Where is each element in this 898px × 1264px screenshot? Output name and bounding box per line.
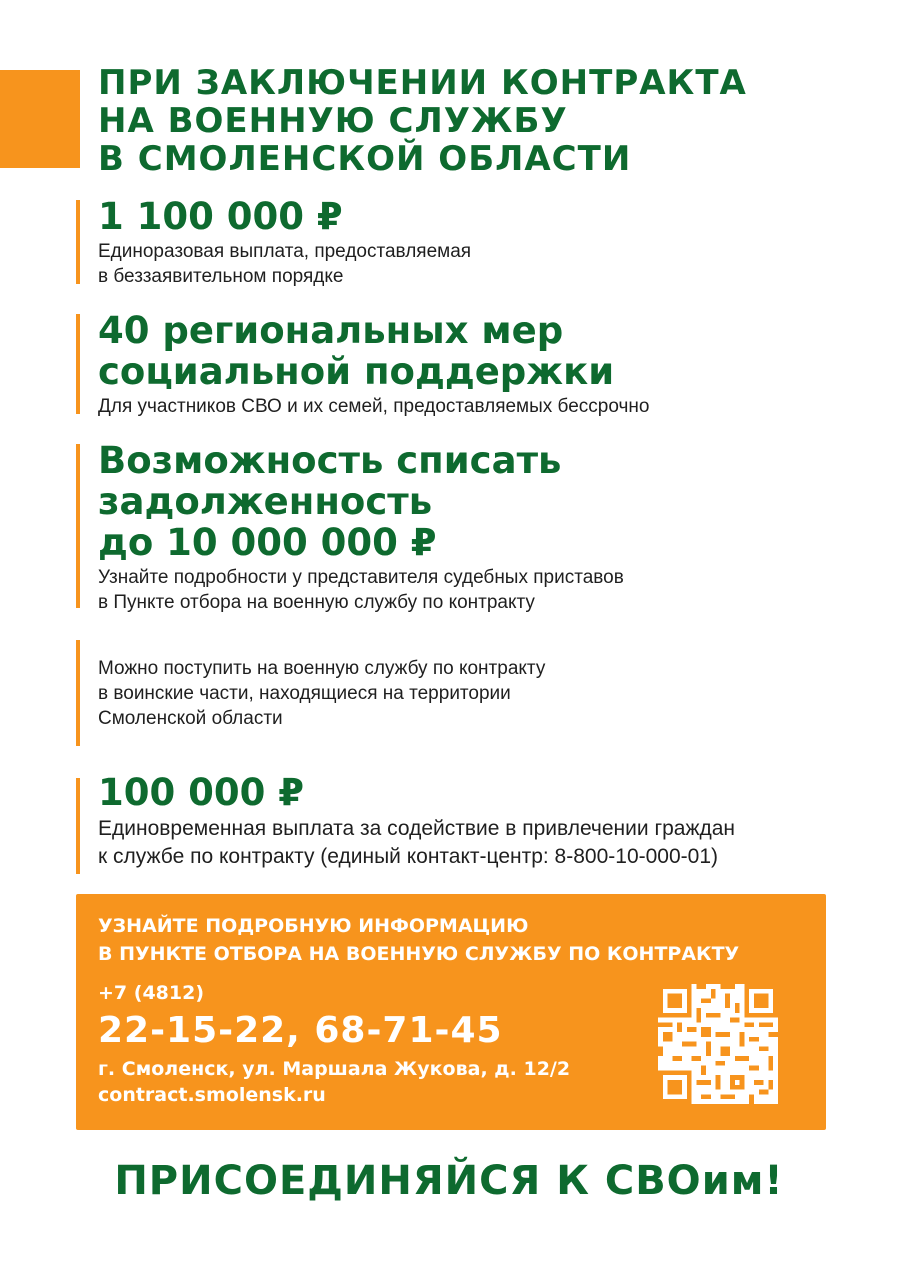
website-link[interactable]: contract.smolensk.ru xyxy=(98,1084,326,1106)
title-line-1: ПРИ ЗАКЛЮЧЕНИИ КОНТРАКТА xyxy=(98,63,747,103)
contact-heading-line: УЗНАЙТЕ ПОДРОБНУЮ ИНФОРМАЦИЮ xyxy=(98,915,529,937)
item-accent-bar xyxy=(76,200,80,284)
contact-heading xyxy=(98,912,739,968)
phone-numbers[interactable]: 22-15-22, 68-71-45 xyxy=(98,1010,503,1051)
page-title xyxy=(98,64,878,178)
phone-area-code: +7 (4812) xyxy=(98,982,205,1004)
benefit-debt-writeoff xyxy=(98,440,858,615)
address: г. Смоленск, ул. Маршала Жукова, д. 12/2 xyxy=(98,1058,571,1080)
benefit-headline: задолженность xyxy=(98,480,433,523)
footer-slogan: ПРИСОЕДИНЯЙСЯ К СВОим! xyxy=(114,1158,784,1204)
benefit-description-line: Единовременная выплата за содействие в привлечении граждан xyxy=(98,817,736,840)
item-accent-bar xyxy=(76,314,80,414)
benefit-description-line: Можно поступить на военную службу по контракту xyxy=(98,658,546,679)
benefit-description-line: в Пункте отбора на военную службу по контракту xyxy=(98,592,535,613)
benefit-social-support xyxy=(98,310,858,419)
contact-heading-line: В ПУНКТЕ ОТБОРА НА ВОЕННУЮ СЛУЖБУ ПО КОНТРАКТУ xyxy=(98,943,740,965)
title-line-2: НА ВОЕННУЮ СЛУЖБУ xyxy=(98,101,568,141)
benefit-description-line: Узнайте подробности у представителя судебных приставов xyxy=(98,567,624,588)
benefit-description-line: Для участников СВО и их семей, предоставляемых бессрочно xyxy=(98,396,650,417)
title-line-3: В СМОЛЕНСКОЙ ОБЛАСТИ xyxy=(98,139,632,179)
benefit-local-units xyxy=(98,656,858,731)
benefit-description-line: в беззаявительном порядке xyxy=(98,266,344,287)
qr-code-icon[interactable] xyxy=(658,984,778,1104)
benefit-description-line: в воинские части, находящиеся на территории xyxy=(98,683,511,704)
benefit-description-line: к службе по контракту (единый контакт-центр: 8-800-10-000-01) xyxy=(98,845,718,868)
benefit-headline: 40 региональных мер xyxy=(98,309,564,352)
benefit-description-line: Смоленской области xyxy=(98,708,283,729)
corner-accent xyxy=(0,70,80,168)
item-accent-bar xyxy=(76,444,80,608)
benefit-description-line: Единоразовая выплата, предоставляемая xyxy=(98,241,472,262)
benefit-headline: Возможность списать xyxy=(98,439,562,482)
benefit-lump-sum xyxy=(98,196,858,289)
benefit-headline: социальной поддержки xyxy=(98,350,615,393)
benefit-referral-payment xyxy=(98,772,858,871)
item-accent-bar xyxy=(76,640,80,746)
benefit-amount: 100 000 ₽ xyxy=(98,771,304,814)
contact-info-box xyxy=(76,894,826,1130)
item-accent-bar xyxy=(76,778,80,874)
benefit-amount: 1 100 000 ₽ xyxy=(98,195,343,238)
benefit-headline: до 10 000 000 ₽ xyxy=(98,521,437,564)
